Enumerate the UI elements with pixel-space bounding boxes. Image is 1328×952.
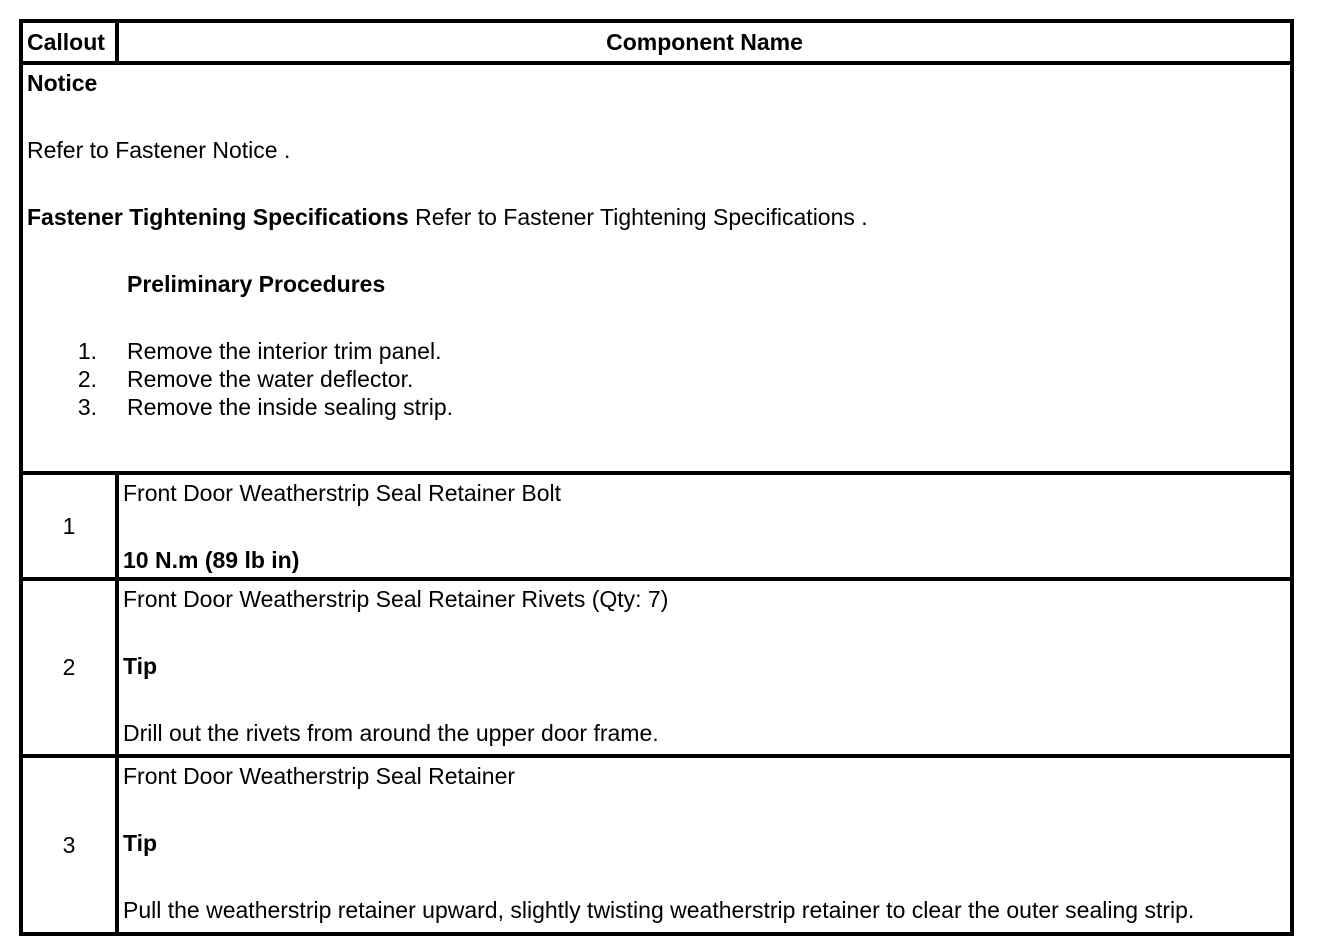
component-name-column-header: Component Name	[117, 21, 1292, 63]
step-number: 2.	[77, 366, 97, 392]
list-item	[27, 337, 1286, 365]
step-text: Remove the water deflector.	[127, 366, 414, 392]
fastener-notice-reference: Refer to Fastener Notice .	[27, 137, 291, 163]
fastener-spec-label: Fastener Tightening Specifications	[27, 204, 409, 230]
step-number: 1.	[77, 338, 97, 364]
callout-column-header: Callout	[21, 21, 117, 63]
callout-number: 3	[21, 756, 117, 934]
tip-label: Tip	[123, 653, 158, 679]
callout-number: 2	[21, 579, 117, 756]
notice-title: Notice	[27, 70, 98, 96]
fastener-spec-line	[27, 203, 1286, 232]
tip-text: Drill out the rivets from around the upper door frame.	[123, 720, 659, 746]
fastener-spec-reference: Refer to Fastener Tightening Specifications .	[408, 204, 868, 230]
table-header-row	[21, 21, 1292, 63]
step-text: Remove the interior trim panel.	[127, 338, 442, 364]
table-row	[21, 756, 1292, 934]
callout-number: 1	[21, 473, 117, 579]
preliminary-procedures-title: Preliminary Procedures	[127, 271, 386, 297]
component-cell	[117, 473, 1292, 579]
table-row	[21, 579, 1292, 756]
list-item	[27, 393, 1286, 421]
preliminary-steps-list	[27, 337, 1286, 421]
notice-row	[21, 63, 1292, 473]
step-text: Remove the inside sealing strip.	[127, 394, 453, 420]
component-name: Front Door Weatherstrip Seal Retainer Rivets (Qty: 7)	[123, 586, 669, 612]
component-name: Front Door Weatherstrip Seal Retainer Bolt	[123, 480, 562, 506]
tip-text: Pull the weatherstrip retainer upward, slightly twisting weatherstrip retainer to clear the outer sealing strip.	[123, 897, 1195, 923]
notice-cell	[21, 63, 1292, 473]
component-cell	[117, 579, 1292, 756]
table-row	[21, 473, 1292, 579]
list-item	[27, 365, 1286, 393]
step-number: 3.	[77, 394, 97, 420]
torque-spec: 10 N.m (89 lb in)	[123, 547, 300, 573]
component-name: Front Door Weatherstrip Seal Retainer	[123, 763, 516, 789]
component-table	[19, 19, 1294, 936]
tip-label: Tip	[123, 830, 158, 856]
component-cell	[117, 756, 1292, 934]
